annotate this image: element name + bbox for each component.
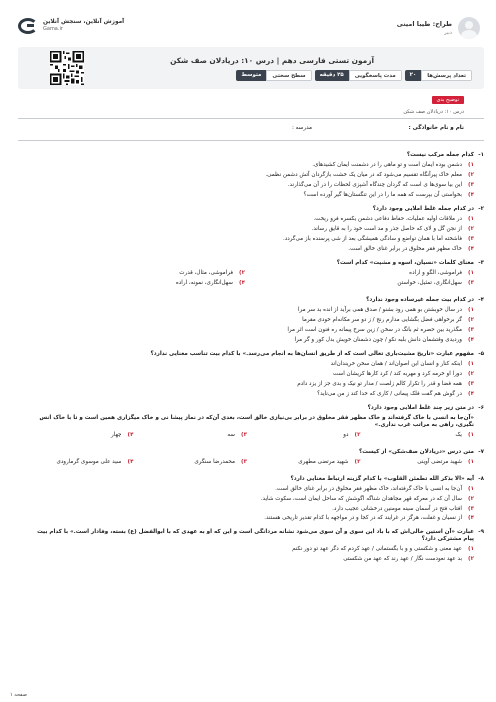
option-text: اینکه کنار و انسان این اصوان‌اند / همان سخن خریندان‌اند: [330, 360, 462, 367]
question-number: ۵-: [478, 350, 484, 357]
option-text: خاک مظهر فقر مخلوق در برابر غنای خالق است.: [348, 245, 462, 252]
option-text: از نسیان و غفلت، هرگز در غرایند که در کجا و در مواجهه با کدام تقدیر تاریخی هستند.: [264, 515, 462, 522]
option-number: ۴): [468, 336, 474, 343]
option-text: محمدرضا سنگری: [194, 458, 235, 465]
option-number: ۲): [354, 458, 361, 465]
option-number: ۱): [468, 215, 474, 222]
question-text: مفهوم عبارت «تاریخ مشیت‌باری تعالی است که از طریق انسان‌ها به انجام می‌رسد.» با کدام بیت تناسب معنایی ندارد؟: [150, 350, 474, 357]
option-text: وردیدی وقتشمان دانش بلبه نکو / چون دشمنان خویش بدل کور و گر مرا: [294, 336, 462, 343]
qr-code-icon: [50, 51, 84, 85]
option-number: ۴): [468, 390, 474, 397]
question-text: عبارت «آن استین خالی‌اش که با باد این سوی و آن سوی می‌شود نشانه مردانگی است و این که او به عهدی که با ابوالفضل (ع) بسته، وفادار است.» با کدام بیت پیام مشترکی دارد؟: [37, 529, 474, 543]
option-number: ۴): [468, 515, 474, 522]
question-item: [26, 205, 484, 253]
question-number: ۲-: [478, 205, 484, 212]
option-number: ۲): [468, 225, 474, 232]
chip-difficulty: سطح سختی متوسط: [236, 70, 311, 81]
option-number: ۴): [239, 279, 245, 286]
option-number: ۳): [468, 235, 474, 242]
option-text: چهار: [111, 431, 122, 438]
option-text: سهل‌انگاری، نمونه، اراده: [175, 279, 233, 286]
answer-option[interactable]: [255, 270, 474, 277]
question-item: [26, 350, 484, 398]
question-text: در کدام جمله غلط املایی وجود دارد؟: [372, 205, 474, 212]
answer-option[interactable]: [140, 459, 248, 466]
answer-option[interactable]: [26, 515, 474, 522]
question-text: در متن زیر چند غلط املایی وجود دارد؟: [367, 404, 474, 411]
option-text: دشمن بوده ایمان است و تو ماهی را در دشمنت ایمان کشیدهای.: [312, 161, 462, 168]
option-text: گر برخواهی فضل بگشایی مدارم رنج / ز دو سر مکانه‌ام خودی مقرما: [302, 316, 462, 323]
chip-question-count: تعداد پرسش‌ها ۲۰: [405, 70, 472, 81]
student-name-label: نام و نام خانوادگی :: [408, 125, 464, 131]
answer-option[interactable]: [26, 216, 474, 223]
question-item: [26, 259, 484, 290]
options-group: [26, 270, 474, 290]
answer-option[interactable]: [26, 192, 474, 199]
answer-option[interactable]: [253, 432, 361, 439]
option-number: ۱): [468, 269, 474, 276]
option-number: ۴): [468, 245, 474, 252]
option-number: ۲): [354, 431, 361, 438]
question-number: ۱-: [478, 152, 484, 158]
questions-list: [26, 152, 484, 570]
answer-option[interactable]: [255, 280, 474, 287]
option-text: یک: [455, 431, 462, 438]
option-number: ۴): [127, 458, 134, 465]
option-text: بخواستی آن بپرست که همه ما را در این تنگستان‌ها گیر آورده است؟: [303, 191, 462, 198]
option-text: فاشخته اما با همان تواضع و سادگی همیشگی بعد از شی پرسنده باز می‌گردد.: [282, 235, 462, 242]
answer-option[interactable]: [26, 327, 474, 334]
page-header: [18, 14, 484, 44]
answer-option[interactable]: [26, 496, 474, 503]
brand-title: آموزش آنلاین، سنجش آنلاین: [43, 19, 125, 26]
divider: [18, 140, 484, 141]
exam-title: آزمون تستی فارسی دهم | درس ۱۰: دریادلان صف شکن: [170, 56, 374, 65]
option-text: آن‌جا به انسی با خاک گرفته‌اند، خاک مظهر فقر مخلوق در برابر غنای خالق است.: [275, 485, 462, 492]
question-item: [26, 152, 484, 199]
designer-block: [397, 20, 452, 36]
exam-info-box: [18, 47, 484, 89]
option-number: ۱): [468, 161, 474, 168]
option-text: شهید مرتضی آوینی: [417, 458, 462, 465]
answer-option[interactable]: [26, 172, 474, 179]
answer-option[interactable]: [26, 546, 474, 553]
option-number: ۱): [468, 485, 474, 492]
options-group: [26, 361, 474, 398]
answer-option[interactable]: [26, 236, 474, 243]
answer-option[interactable]: [26, 486, 474, 493]
answer-option[interactable]: [26, 162, 474, 169]
answer-option[interactable]: [26, 432, 134, 439]
option-text: دو: [343, 431, 349, 438]
option-number: ۱): [468, 546, 474, 553]
answer-option[interactable]: [26, 391, 474, 398]
designer-role: دبیر: [444, 30, 452, 36]
option-text: سه: [227, 431, 235, 438]
answer-option[interactable]: [26, 506, 474, 513]
option-number: ۱): [468, 458, 474, 465]
option-number: ۳): [468, 505, 474, 512]
option-text: مگذرید بین حصره ثم بانگ در سخن / زین سرخ پیمانه ره فنون است اثر مرا: [287, 326, 462, 333]
gama-logo-icon: [18, 18, 38, 34]
option-text: همه فضا و قدر را تکرار کالم زلصت / مدار تو نیک و بدی جز از یزد دادم: [297, 380, 462, 387]
answer-option[interactable]: [253, 459, 361, 466]
question-text: کدام جمله مرکب نیست؟: [406, 152, 474, 158]
option-number: ۴): [127, 431, 134, 438]
options-group: [26, 432, 474, 442]
answer-option[interactable]: [26, 381, 474, 388]
option-number: ۱): [468, 360, 474, 367]
question-text: متن درس «دریادلان صف‌شکن» از کیست؟: [358, 448, 474, 455]
option-number: ۲): [468, 171, 474, 178]
question-number: ۶-: [478, 404, 484, 411]
option-number: ۲): [468, 556, 474, 563]
options-group: [26, 307, 474, 344]
option-text: فراموشی، الگو و اراده: [409, 269, 462, 276]
answer-option[interactable]: [140, 432, 248, 439]
option-text: دورا او خرمه کرد و مهربه کند / کرد کارها کریشان است: [333, 370, 462, 377]
option-text: بد عهد نعودست نگار / عهد رند که عهد من شکستی: [343, 556, 462, 563]
option-number: ۳): [468, 380, 474, 387]
divider: [18, 118, 484, 119]
question-item: [26, 475, 484, 523]
option-number: ۴): [468, 191, 474, 198]
brand-domain: Gama.ir: [43, 26, 63, 33]
answer-option[interactable]: [26, 556, 474, 563]
note-text: درس ۱۰: دریادلان صف شکن: [403, 109, 464, 115]
answer-option[interactable]: [26, 361, 474, 368]
option-text: در ملاقات اولیه عملیات، حفاظ دفاعی دشمن یکسره فرو ریخت.: [313, 215, 462, 222]
answer-option[interactable]: [26, 246, 474, 253]
question-number: ۳-: [478, 259, 484, 266]
option-text: سال آن که در معرکه قهر مجاهدان شناگه اگوشش که ساحل ایمان است، سکوت شاید.: [260, 495, 462, 502]
option-text: سهل‌انگاری، تمثیل، خواستن: [397, 279, 462, 286]
chip-duration: مدت پاسخگویی ۲۵ دقیقه: [315, 70, 402, 81]
option-text: در گوش هم گفت فلک پیمانی / کاری که خدا کند ز من می‌ناید؟: [317, 390, 462, 397]
page-number: صفحه ۱: [10, 691, 27, 698]
answer-option[interactable]: [26, 226, 474, 233]
exam-meta-chips: [236, 70, 472, 81]
question-item: [26, 448, 484, 469]
question-number: ۸-: [478, 475, 484, 482]
option-number: ۲): [468, 495, 474, 502]
answer-option[interactable]: [26, 317, 474, 324]
option-text: از نجن گل و لای که حاصل جذر و مد است خود را به قایق رساند.: [311, 225, 462, 232]
question-number: ۴-: [478, 296, 484, 303]
answer-option[interactable]: [26, 337, 474, 344]
question-number: ۹-: [478, 529, 484, 536]
school-label: مدرسه :: [292, 125, 312, 131]
designer-name: طراح: طیبا امینی: [396, 20, 452, 28]
option-text: این بیا سوی‌ها ی است که گردان چندگاه آشپزی لحظات را در آن می‌گذارند.: [287, 181, 462, 188]
option-number: ۲): [468, 316, 474, 323]
answer-option[interactable]: [26, 371, 474, 378]
question-item: [26, 404, 484, 442]
answer-option[interactable]: [26, 182, 474, 189]
question-item: [26, 529, 484, 563]
option-number: ۱): [468, 431, 474, 438]
question-text: در کدام بیت جمله غیرساده وجود ندارد؟: [366, 296, 474, 303]
option-text: افتاب فتح در آسمان سینه مومنین درخشانی عجیب دارد.: [332, 505, 462, 512]
avatar: [458, 17, 480, 39]
option-number: ۳): [241, 458, 247, 465]
option-text: سید علی موسوی گرمارودی: [56, 458, 122, 465]
option-text: معلم خاک پیرآنگاه تقسیم می‌شود که در میان یک خشت بازگردان آتش دشمن نظمی.: [265, 171, 462, 178]
answer-option[interactable]: [367, 432, 475, 439]
note-tag: توضیح بدی: [432, 96, 464, 104]
options-group: [26, 486, 474, 523]
option-number: ۳): [468, 181, 474, 188]
question-text: آیه «الا بذکر الله تطمئن القلوب» با کدام گزینه ارتباط معنایی دارد؟: [290, 475, 474, 482]
question-passage: «آن‌جا به انسی با خاک گرفته‌اند و خاک مظهر فقر مخلوق در برابر بی‌نیازی خالق است، بعدی آن‌که در نماز پیشا نی و خاک میگزاری همین است و تا با خاک انس نگیری، راهی به مراتب غرب نداری.»: [39, 414, 474, 428]
options-group: [26, 216, 474, 253]
option-text: شهید مرتضی مطهری: [298, 458, 349, 465]
options-group: [26, 546, 474, 563]
option-number: ۲): [239, 269, 245, 276]
answer-option[interactable]: [26, 459, 134, 466]
option-text: عهد معنی و شکستی و و با بگستمانی / عهد کردم که دگر عهد تو دور نکنم: [292, 546, 462, 553]
option-number: ۳): [241, 431, 247, 438]
option-text: فراموشی، مثال، قدرت: [179, 269, 233, 276]
option-number: ۱): [468, 306, 474, 313]
question-item: [26, 296, 484, 344]
brand[interactable]: [18, 18, 124, 34]
option-number: ۲): [468, 370, 474, 377]
answer-option[interactable]: [26, 280, 245, 287]
options-group: [26, 162, 474, 199]
options-group: [26, 459, 474, 469]
option-text: در سال خوبشتن بو همی رود بشنو / صدق همی برآید از انده بد سر مرا: [297, 306, 462, 313]
answer-option[interactable]: [26, 307, 474, 314]
answer-option[interactable]: [367, 459, 475, 466]
question-number: ۷-: [478, 448, 484, 455]
question-text: معنای کلمات «نسیان، اسوه و مشیت» کدام است؟: [336, 259, 474, 266]
answer-option[interactable]: [26, 270, 245, 277]
option-number: ۳): [468, 279, 474, 286]
option-number: ۳): [468, 326, 474, 333]
